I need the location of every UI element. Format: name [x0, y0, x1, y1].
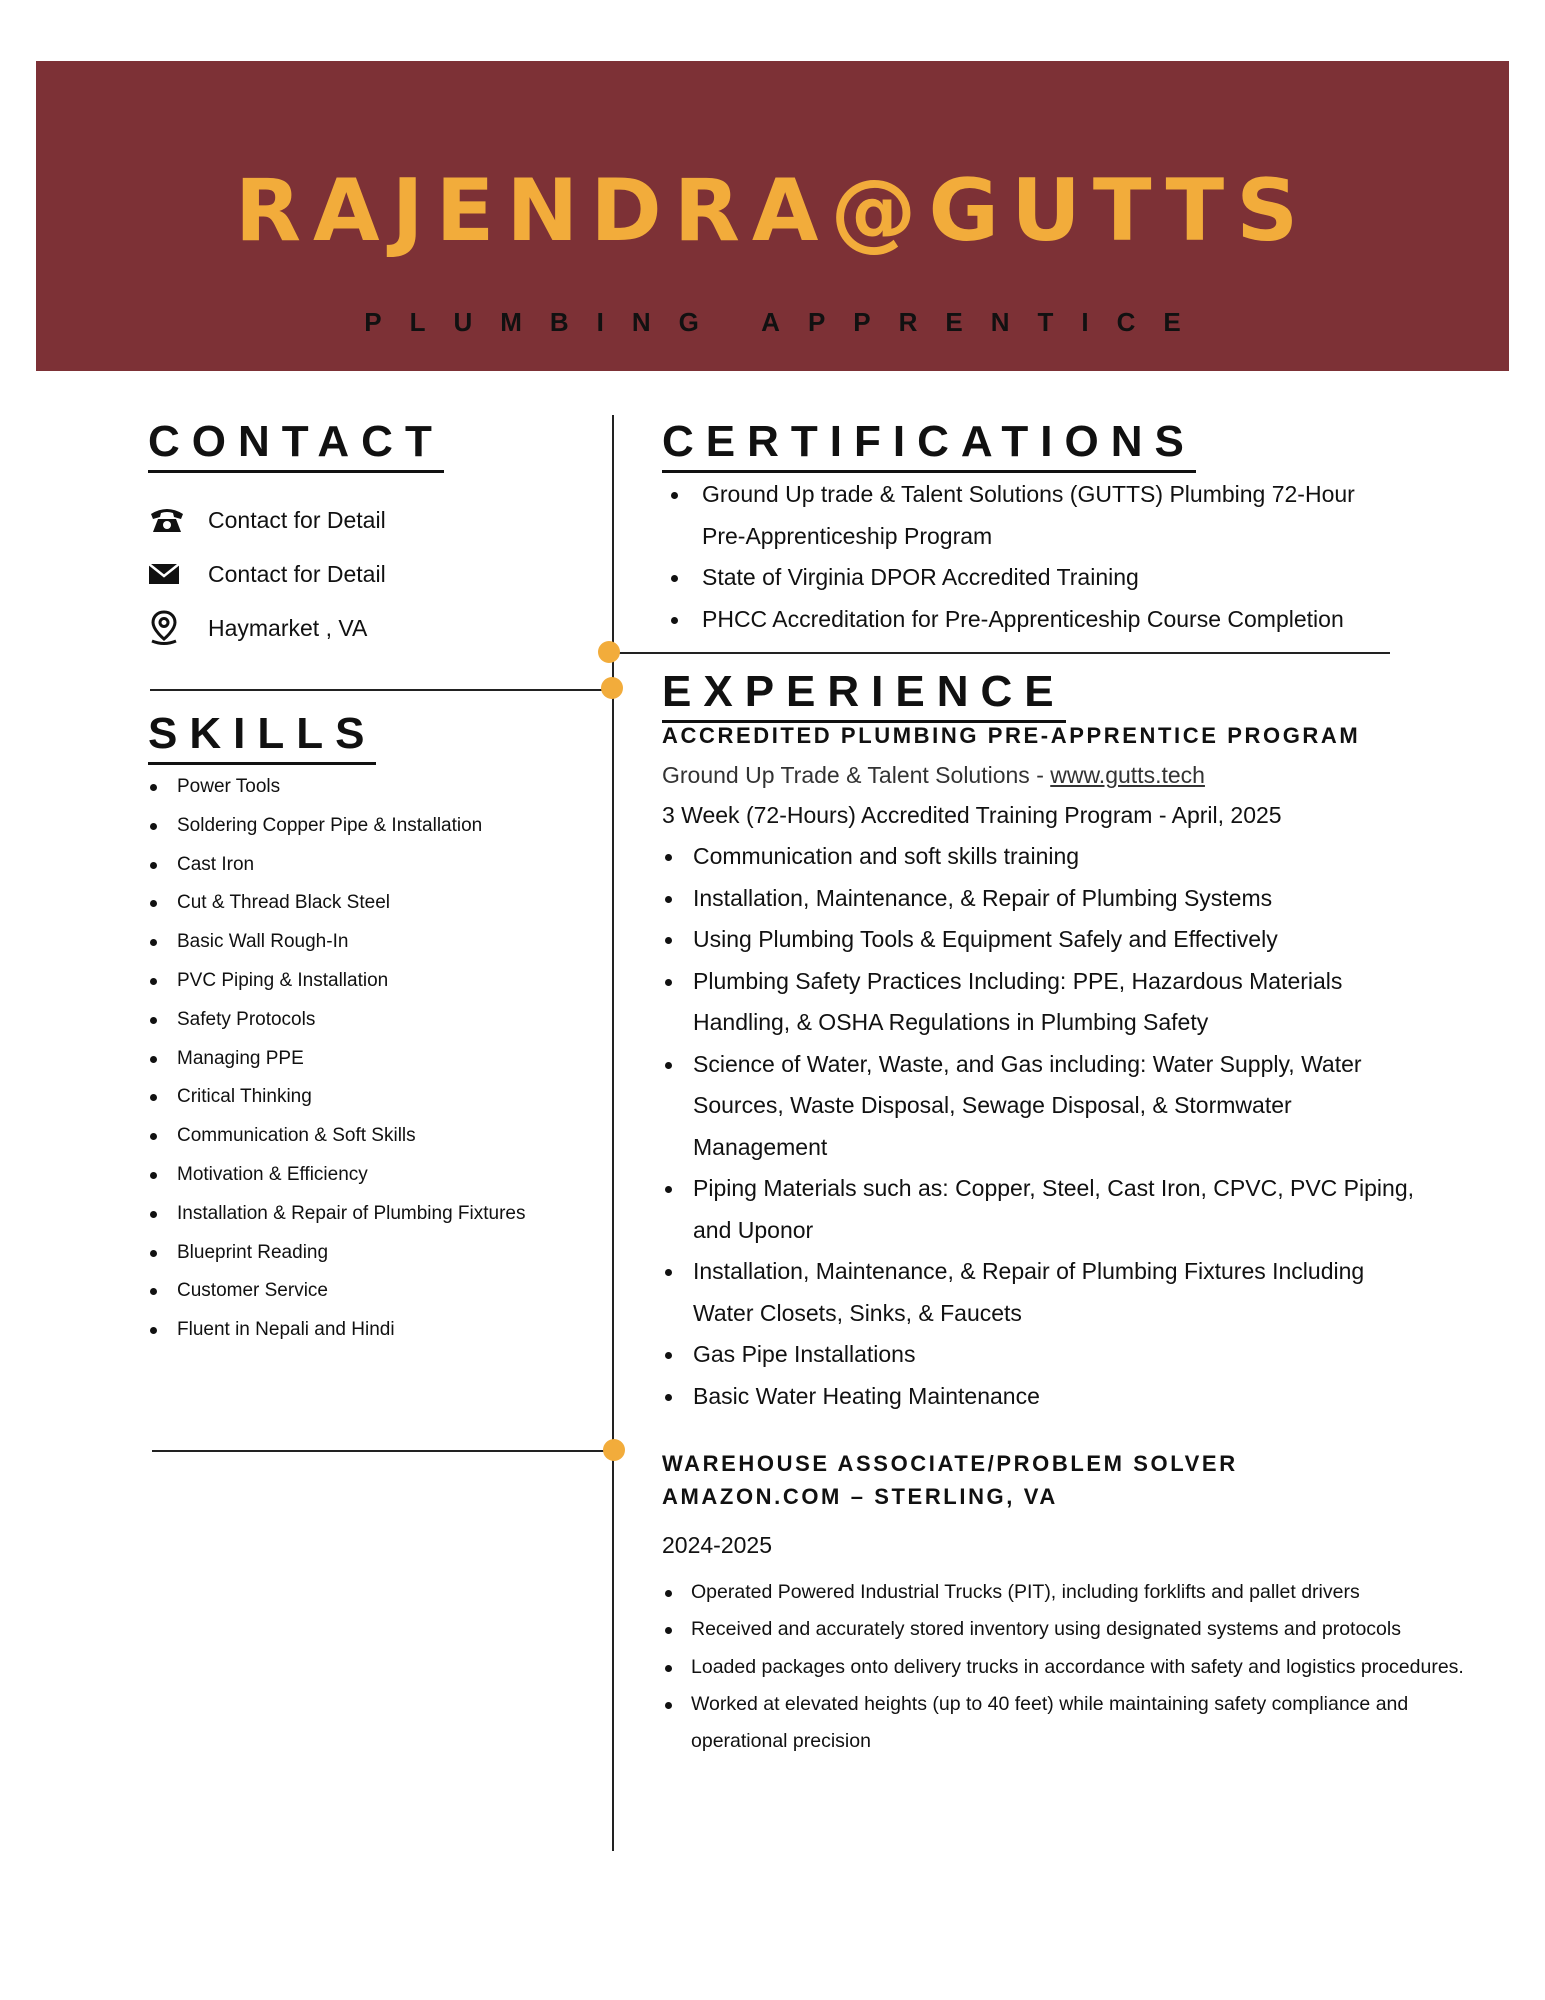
skill-item: PVC Piping & Installation: [150, 962, 530, 1001]
skill-item: Power Tools: [150, 768, 530, 807]
header-banner: [36, 61, 1509, 371]
timeline-dot: [603, 1439, 625, 1461]
responsibility-item: Science of Water, Waste, and Gas including: Water Supply, Water Sources, Waste Disposal, Sewage Disposal, & Stormwater Management: [662, 1044, 1422, 1169]
certification-item: Ground Up trade & Talent Solutions (GUTTS) Plumbing 72-Hour Pre-Apprenticeship Program: [664, 474, 1404, 557]
skill-item: Managing PPE: [150, 1040, 530, 1079]
responsibility-item: Piping Materials such as: Copper, Steel, Cast Iron, CPVC, PVC Piping, and Uponor: [662, 1168, 1422, 1251]
responsibility-item: Installation, Maintenance, & Repair of Plumbing Fixtures Including Water Closets, Sinks, & Faucets: [662, 1251, 1422, 1334]
responsibility-item: Loaded packages onto delivery trucks in accordance with safety and logistics procedures.: [662, 1649, 1482, 1686]
skill-item: Installation & Repair of Plumbing Fixtures: [150, 1195, 530, 1234]
responsibility-item: Installation, Maintenance, & Repair of Plumbing Systems: [662, 878, 1422, 920]
email-icon: [148, 557, 186, 591]
timeline-vertical-line: [612, 415, 614, 1851]
certification-item: PHCC Accreditation for Pre-Apprenticeship Course Completion: [664, 599, 1404, 641]
organization-website-link[interactable]: www.gutts.tech: [1050, 762, 1205, 788]
skill-item: Fluent in Nepali and Hindi: [150, 1311, 530, 1350]
job-title: WAREHOUSE ASSOCIATE/PROBLEM SOLVER: [662, 1451, 1238, 1476]
responsibility-item: Worked at elevated heights (up to 40 feet) while maintaining safety compliance and operational precision: [662, 1686, 1482, 1761]
skill-item: Cast Iron: [150, 846, 530, 885]
contact-location: [148, 608, 367, 648]
divider-certifications: [612, 652, 1390, 654]
skill-item: Cut & Thread Black Steel: [150, 884, 530, 923]
job-organization-text: Ground Up Trade & Talent Solutions -: [662, 762, 1051, 788]
location-pin-icon: [148, 611, 186, 645]
contact-phone: [148, 500, 386, 540]
timeline-dot: [601, 677, 623, 699]
skill-item: Basic Wall Rough-In: [150, 923, 530, 962]
candidate-name: RAJENDRA@GUTTS: [234, 161, 1311, 261]
skill-item: Safety Protocols: [150, 1001, 530, 1040]
job-period: 3 Week (72-Hours) Accredited Training Program - April, 2025: [662, 802, 1282, 828]
responsibility-item: Basic Water Heating Maintenance: [662, 1376, 1422, 1418]
responsibility-item: Received and accurately stored inventory using designated systems and protocols: [662, 1611, 1482, 1648]
certification-item: State of Virginia DPOR Accredited Training: [664, 557, 1404, 599]
responsibility-item: Gas Pipe Installations: [662, 1334, 1422, 1376]
job-organization: [662, 758, 1205, 792]
divider-skills: [152, 1450, 612, 1452]
contact-title: CONTACT: [148, 416, 444, 473]
divider-contact: [150, 689, 612, 691]
job-period: 2024-2025: [662, 1532, 772, 1558]
contact-phone-text: Contact for Detail: [208, 506, 386, 533]
skills-list: [150, 768, 530, 1350]
contact-email-text: Contact for Detail: [208, 560, 386, 587]
job-responsibilities-list: [662, 836, 1422, 1417]
timeline-dot: [598, 641, 620, 663]
certifications-list: [664, 474, 1404, 640]
contact-email: [148, 554, 386, 594]
contact-location-text: Haymarket , VA: [208, 614, 368, 641]
job-responsibilities-list: [662, 1574, 1482, 1760]
responsibility-item: Using Plumbing Tools & Equipment Safely and Effectively: [662, 919, 1422, 961]
responsibility-item: Operated Powered Industrial Trucks (PIT), including forklifts and pallet drivers: [662, 1574, 1482, 1611]
candidate-role: PLUMBING APPRENTICE: [364, 307, 1209, 337]
phone-icon: [148, 503, 186, 537]
experience-title: EXPERIENCE: [662, 666, 1066, 723]
skill-item: Critical Thinking: [150, 1078, 530, 1117]
job-company: AMAZON.COM – STERLING, VA: [662, 1484, 1058, 1509]
job-title: ACCREDITED PLUMBING PRE-APPRENTICE PROGRAM: [662, 723, 1361, 748]
skills-title: SKILLS: [148, 708, 376, 765]
responsibility-item: Plumbing Safety Practices Including: PPE, Hazardous Materials Handling, & OSHA Regulations in Plumbing Safety: [662, 961, 1422, 1044]
skill-item: Communication & Soft Skills: [150, 1117, 530, 1156]
skill-item: Soldering Copper Pipe & Installation: [150, 807, 530, 846]
skill-item: Customer Service: [150, 1272, 530, 1311]
skill-item: Motivation & Efficiency: [150, 1156, 530, 1195]
responsibility-item: Communication and soft skills training: [662, 836, 1422, 878]
certifications-title: CERTIFICATIONS: [662, 416, 1196, 473]
skill-item: Blueprint Reading: [150, 1234, 530, 1273]
